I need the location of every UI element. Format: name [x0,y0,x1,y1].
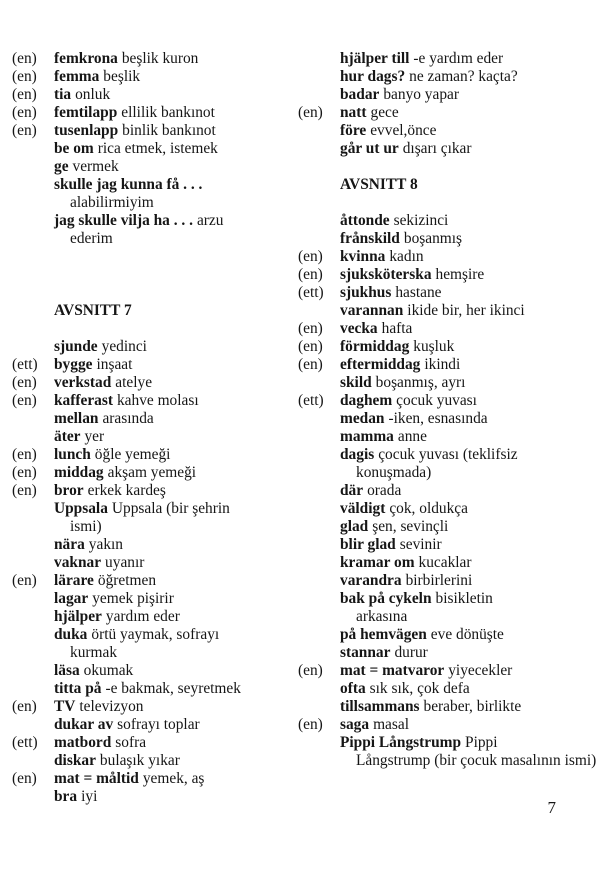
swedish-word: bror [54,482,84,499]
vocab-entry [298,734,598,770]
article: (en) [12,50,37,67]
translation-continuation: arkasına [356,608,408,625]
vocab-entry [12,770,300,788]
turkish-translation: ikide bir, her ikinci [407,302,525,319]
vocab-entry [298,428,598,446]
vocab-entry [298,68,598,86]
turkish-translation: arasında [102,410,154,427]
vocab-entry [298,230,598,248]
swedish-word: jag skulle vilja ha . . . [54,212,193,229]
left-vocab-list-2 [12,338,300,806]
turkish-translation: örtü yaymak, sofrayı [91,626,220,643]
article: (en) [12,698,37,715]
translation-continuation: ismi) [70,518,102,535]
swedish-word: diskar [54,752,96,769]
turkish-translation: çocuk yuvası [396,392,477,409]
article: (en) [12,572,37,589]
vocab-entry [298,248,598,266]
vocab-entry [298,644,598,662]
article: (en) [298,104,323,121]
swedish-word: femkrona [54,50,118,67]
vocab-entry [12,212,300,248]
turkish-translation: -e bakmak, seyretmek [105,680,241,697]
vocab-entry [12,104,300,122]
turkish-translation: kadın [389,248,424,265]
swedish-word: be om [54,140,94,157]
turkish-translation: kuşluk [413,338,455,355]
turkish-translation: yiyecekler [448,662,513,679]
turkish-translation: anne [397,428,427,445]
vocab-entry [298,518,598,536]
vocab-entry [12,698,300,716]
swedish-word: Uppsala [54,500,108,517]
vocab-entry [12,482,300,500]
left-column [12,50,300,806]
vocab-entry [298,716,598,734]
swedish-word: tusenlapp [54,122,119,139]
translation-continuation: konuşmada) [356,464,432,481]
right-column [298,50,598,770]
turkish-translation: kucaklar [418,554,472,571]
article: (en) [298,266,323,283]
vocab-entry [12,536,300,554]
vocab-entry [12,662,300,680]
vocab-entry [298,590,598,626]
vocab-entry [12,680,300,698]
article: (ett) [298,392,324,409]
article: (ett) [298,284,324,301]
swedish-word: varannan [340,302,404,319]
swedish-word: Pippi Långstrump [340,734,462,751]
vocab-entry [12,572,300,590]
swedish-word: mat = måltid [54,770,139,787]
vocab-entry [12,140,300,158]
swedish-word: verkstad [54,374,112,391]
vocab-entry [298,356,598,374]
swedish-word: skulle jag kunna få . . . [54,176,203,193]
turkish-translation: banyo yapar [383,86,459,103]
swedish-word: kafferast [54,392,113,409]
vocab-entry [12,68,300,86]
turkish-translation: beraber, birlikte [423,698,522,715]
turkish-translation: orada [367,482,402,499]
turkish-translation: yakın [88,536,123,553]
swedish-word: tia [54,86,72,103]
swedish-word: middag [54,464,104,481]
swedish-word: frånskild [340,230,400,247]
vocab-entry [298,572,598,590]
turkish-translation: onluk [75,86,111,103]
turkish-translation: hafta [381,320,413,337]
swedish-word: natt [340,104,367,121]
vocab-entry [298,680,598,698]
turkish-translation: ikindi [424,356,461,373]
turkish-translation: Pippi [465,734,498,751]
swedish-word: tillsammans [340,698,420,715]
article: (en) [298,320,323,337]
turkish-translation: kahve molası [116,392,199,409]
turkish-translation: yemek pişirir [92,590,174,607]
vocab-entry [298,212,598,230]
swedish-word: saga [340,716,370,733]
turkish-translation: akşam yemeği [107,464,197,481]
article: (en) [298,338,323,355]
turkish-translation: sık sık, çok defa [369,680,470,697]
article: (en) [12,68,37,85]
turkish-translation: boşanmış [403,230,463,247]
turkish-translation: sekizinci [393,212,449,229]
vocab-entry [12,158,300,176]
vocab-entry [298,626,598,644]
translation-continuation: alabilirmiyim [70,194,154,211]
vocab-entry [12,428,300,446]
swedish-word: sjunde [54,338,98,355]
turkish-translation: öğle yemeği [94,446,171,463]
section-heading-avsnitt-8: AVSNITT 8 [340,176,418,193]
article: (en) [12,392,37,409]
swedish-word: vecka [340,320,378,337]
article: (en) [12,104,37,121]
swedish-word: lunch [54,446,91,463]
turkish-translation: Uppsala (bir şehrin [111,500,230,517]
swedish-word: äter [54,428,81,445]
turkish-translation: yardım eder [105,608,180,625]
vocab-entry [12,788,300,806]
vocab-entry [298,482,598,500]
page-number: 7 [547,798,556,817]
vocab-entry [298,536,598,554]
vocab-entry [298,410,598,428]
swedish-word: hur dags? [340,68,406,85]
vocab-entry [12,392,300,410]
turkish-translation: sevinir [399,536,442,553]
vocab-entry [298,104,598,122]
translation-continuation: Långstrump (bir çocuk masalının ismi) [356,752,597,769]
swedish-word: badar [340,86,380,103]
swedish-word: ge [54,158,69,175]
swedish-word: förmiddag [340,338,410,355]
vocab-entry [12,176,300,212]
article: (en) [12,770,37,787]
turkish-translation: ne zaman? kaçta? [409,68,518,85]
vocab-entry [298,302,598,320]
swedish-word: varandra [340,572,402,589]
vocab-entry [298,446,598,482]
turkish-translation: -iken, esnasında [388,410,488,427]
swedish-word: femtilapp [54,104,118,121]
swedish-word: hjälper [54,608,102,625]
vocab-entry [298,500,598,518]
swedish-word: blir glad [340,536,396,553]
vocab-entry [12,734,300,752]
vocab-entry [298,140,598,158]
swedish-word: titta på [54,680,102,697]
right-vocab-list-1 [298,50,598,158]
turkish-translation: bulaşık yıkar [99,752,180,769]
article: (en) [12,122,37,139]
vocab-entry [298,320,598,338]
article: (en) [298,716,323,733]
swedish-word: TV [54,698,76,715]
swedish-word: går ut ur [340,140,399,157]
turkish-translation: inşaat [96,356,133,373]
vocab-entry [298,86,598,104]
vocab-entry [12,338,300,356]
vocab-entry [12,86,300,104]
vocab-entry [12,554,300,572]
swedish-word: glad [340,518,369,535]
turkish-translation: uyanır [105,554,145,571]
vocab-entry [12,590,300,608]
turkish-translation: arzu [196,212,224,229]
article: (en) [12,374,37,391]
turkish-translation: yer [84,428,105,445]
swedish-word: läsa [54,662,80,679]
vocab-entry [12,122,300,140]
turkish-translation: okumak [83,662,134,679]
swedish-word: kvinna [340,248,386,265]
swedish-word: nära [54,536,85,553]
turkish-translation: masal [373,716,409,733]
turkish-translation: boşanmış, ayrı [375,374,466,391]
turkish-translation: çok, oldukça [389,500,468,517]
left-vocab-list-1 [12,50,300,248]
vocab-entry [12,608,300,626]
swedish-word: mamma [340,428,394,445]
turkish-translation: bisikletin [435,590,493,607]
turkish-translation: dışarı çıkar [402,140,472,157]
swedish-word: medan [340,410,385,427]
turkish-translation: durur [394,644,428,661]
turkish-translation: beşlik [103,68,141,85]
swedish-word: åttonde [340,212,390,229]
swedish-word: på hemvägen [340,626,427,643]
turkish-translation: sofra [115,734,147,751]
vocab-entry [12,410,300,428]
turkish-translation: -e yardım eder [413,50,504,67]
vocab-entry [298,698,598,716]
article: (en) [298,356,323,373]
turkish-translation: çocuk yuvası (teklifsiz [378,446,518,463]
swedish-word: mellan [54,410,99,427]
turkish-translation: eve dönüşte [430,626,504,643]
turkish-translation: erkek kardeş [87,482,166,499]
vocab-entry [12,446,300,464]
vocab-entry [12,50,300,68]
section-heading-avsnitt-7: AVSNITT 7 [54,302,132,319]
vocab-entry [298,374,598,392]
swedish-word: bra [54,788,78,805]
article: (en) [298,662,323,679]
swedish-word: dukar av [54,716,114,733]
vocab-entry [298,284,598,302]
swedish-word: daghem [340,392,393,409]
swedish-word: kramar om [340,554,415,571]
turkish-translation: evvel,önce [370,122,437,139]
turkish-translation: yemek, aş [142,770,205,787]
swedish-word: mat = matvaror [340,662,445,679]
vocab-entry [298,392,598,410]
vocab-entry [298,122,598,140]
swedish-word: bygge [54,356,93,373]
turkish-translation: beşlik kuron [121,50,199,67]
vocab-entry [12,464,300,482]
turkish-translation: sofrayı toplar [117,716,200,733]
swedish-word: duka [54,626,88,643]
vocab-entry [12,374,300,392]
article: (en) [12,86,37,103]
turkish-translation: binlik bankınot [122,122,216,139]
turkish-translation: hastane [395,284,442,301]
swedish-word: lärare [54,572,94,589]
swedish-word: skild [340,374,372,391]
swedish-word: hjälper till [340,50,410,67]
swedish-word: där [340,482,364,499]
translation-continuation: kurmak [70,644,118,661]
swedish-word: sjukhus [340,284,392,301]
turkish-translation: hemşire [435,266,485,283]
swedish-word: stannar [340,644,391,661]
vocab-entry [12,716,300,734]
turkish-translation: rica etmek, istemek [97,140,218,157]
swedish-word: ofta [340,680,366,697]
swedish-word: vaknar [54,554,102,571]
article: (ett) [12,734,38,751]
turkish-translation: vermek [72,158,119,175]
right-vocab-list-2 [298,212,598,770]
article: (en) [12,464,37,481]
swedish-word: före [340,122,367,139]
swedish-word: matbord [54,734,112,751]
turkish-translation: atelye [115,374,153,391]
vocab-entry [298,50,598,68]
swedish-word: väldigt [340,500,386,517]
turkish-translation: gece [370,104,399,121]
swedish-word: dagis [340,446,375,463]
article: (en) [12,482,37,499]
article: (en) [298,248,323,265]
vocab-entry [298,554,598,572]
vocab-entry [12,356,300,374]
article: (en) [12,446,37,463]
swedish-word: eftermiddag [340,356,421,373]
swedish-word: femma [54,68,100,85]
vocab-entry [298,662,598,680]
vocab-entry [12,500,300,536]
turkish-translation: birbirlerini [405,572,473,589]
turkish-translation: öğretmen [97,572,157,589]
turkish-translation: yedinci [101,338,147,355]
swedish-word: sjuksköterska [340,266,432,283]
turkish-translation: şen, sevinçli [372,518,449,535]
vocab-entry [12,752,300,770]
turkish-translation: iyi [81,788,98,805]
vocab-entry [298,266,598,284]
article: (ett) [12,356,38,373]
swedish-word: bak på cykeln [340,590,432,607]
vocab-entry [298,338,598,356]
turkish-translation: ellilik bankınot [121,104,215,121]
vocab-entry [12,626,300,662]
turkish-translation: televizyon [79,698,144,715]
translation-continuation: ederim [70,230,113,247]
swedish-word: lagar [54,590,89,607]
